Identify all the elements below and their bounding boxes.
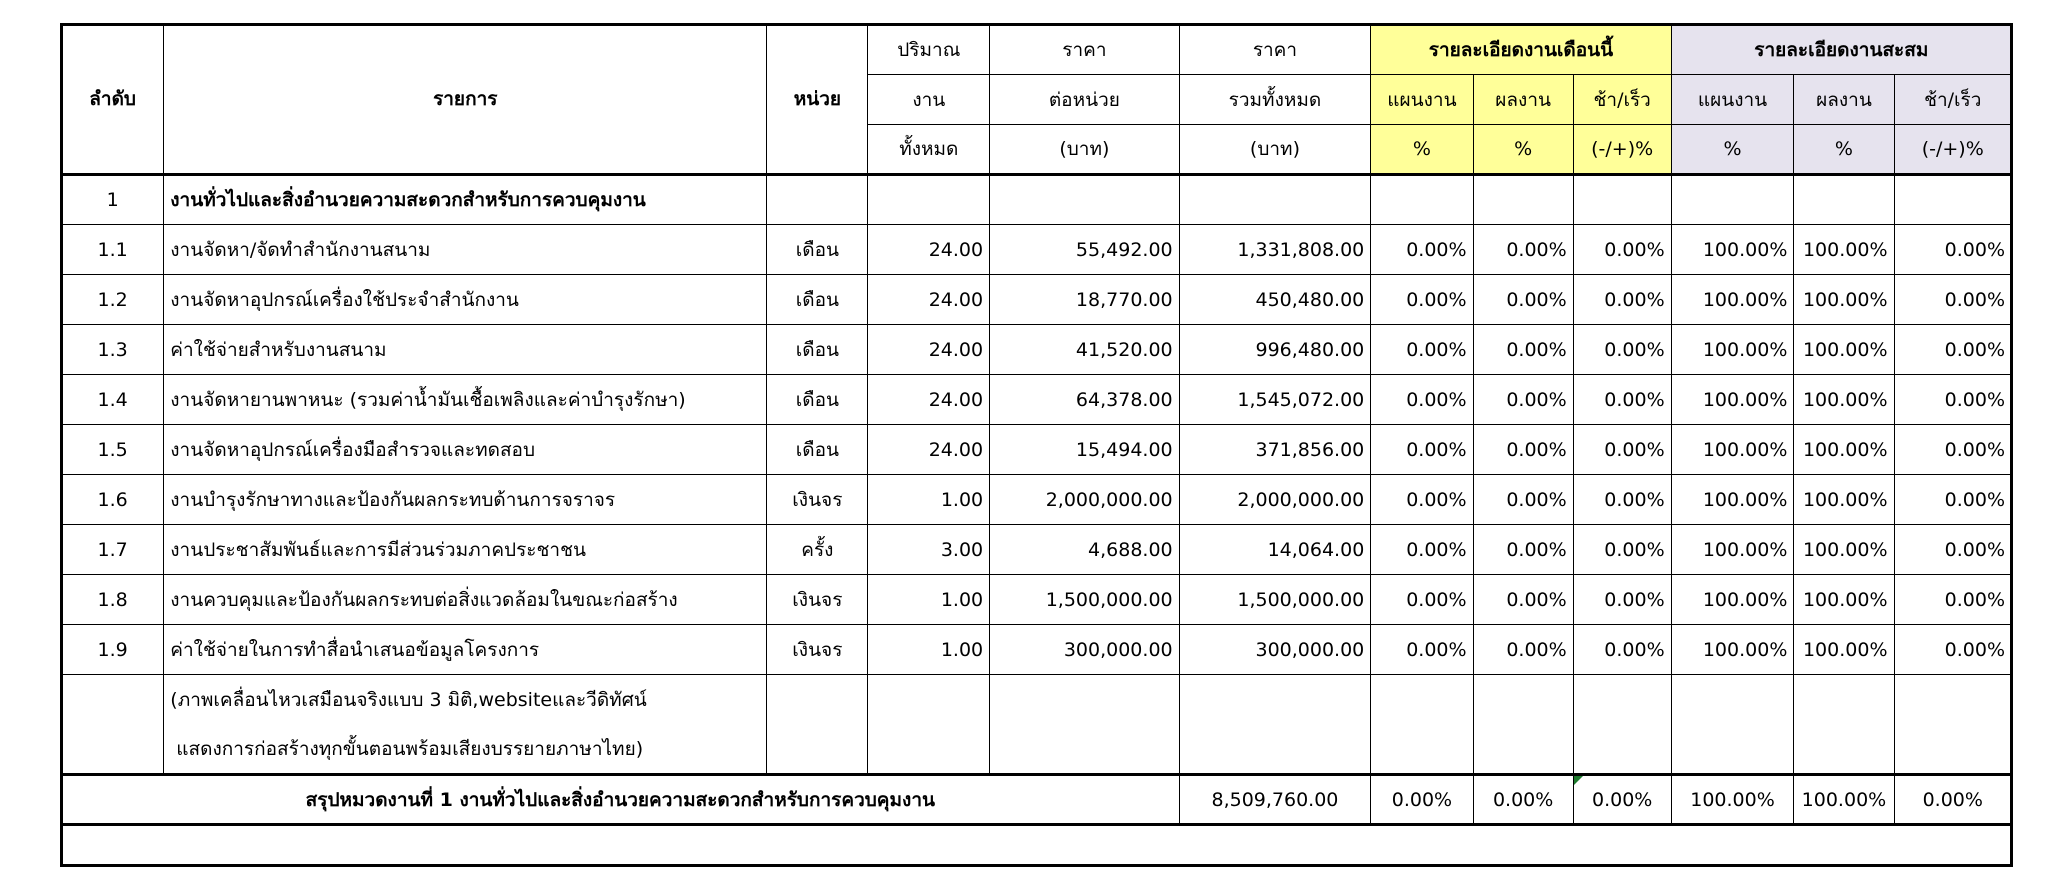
row-cell-c-plan: 100.00% bbox=[1671, 225, 1794, 275]
row-cell-total: 1,500,000.00 bbox=[1179, 575, 1371, 625]
row-cell-unit: เดือน bbox=[767, 375, 868, 425]
row-cell-c-result: 100.00% bbox=[1794, 475, 1894, 525]
row-cell-m-result: 0.00% bbox=[1473, 375, 1573, 425]
note-row-2 bbox=[62, 725, 2012, 775]
header-cum-plan: แผนงาน bbox=[1671, 75, 1794, 125]
row-cell-c-diff: 0.00% bbox=[1894, 225, 2011, 275]
empty-cell bbox=[1179, 675, 1371, 725]
empty-cell bbox=[767, 175, 868, 225]
row-cell-qty: 1.00 bbox=[868, 575, 990, 625]
row-cell-c-plan: 100.00% bbox=[1671, 475, 1794, 525]
table-row bbox=[62, 525, 2012, 575]
empty-cell bbox=[1671, 725, 1794, 775]
row-cell-item: ค่าใช้จ่ายสำหรับงานสนาม bbox=[164, 325, 767, 375]
row-cell-c-plan: 100.00% bbox=[1671, 525, 1794, 575]
row-cell-c-diff: 0.00% bbox=[1894, 275, 2011, 325]
row-cell-total: 1,331,808.00 bbox=[1179, 225, 1371, 275]
row-cell-qty: 24.00 bbox=[868, 325, 990, 375]
header-cumulative: รายละเอียดงานสะสม bbox=[1671, 25, 2011, 75]
row-cell-item: งานประชาสัมพันธ์และการมีส่วนร่วมภาคประชาชน bbox=[164, 525, 767, 575]
summary-month-result: 0.00% bbox=[1473, 775, 1573, 825]
summary-cum-plan: 100.00% bbox=[1671, 775, 1794, 825]
row-cell-no: 1.3 bbox=[62, 325, 164, 375]
empty-cell bbox=[62, 675, 164, 725]
row-cell-item: งานจัดหาอุปกรณ์เครื่องใช้ประจำสำนักงาน bbox=[164, 275, 767, 325]
empty-cell bbox=[990, 725, 1180, 775]
row-cell-m-plan: 0.00% bbox=[1371, 225, 1473, 275]
header-qty-line2: งาน bbox=[868, 75, 990, 125]
header-total-price-line1: ราคา bbox=[1179, 25, 1371, 75]
row-cell-m-diff: 0.00% bbox=[1573, 375, 1671, 425]
table-row bbox=[62, 625, 2012, 675]
row-cell-c-plan: 100.00% bbox=[1671, 575, 1794, 625]
header-month-plan: แผนงาน bbox=[1371, 75, 1473, 125]
row-cell-m-plan: 0.00% bbox=[1371, 425, 1473, 475]
empty-cell bbox=[868, 725, 990, 775]
header-total-price-line3: (บาท) bbox=[1179, 125, 1371, 175]
row-cell-unit: เงินจร bbox=[767, 625, 868, 675]
empty-cell bbox=[1794, 675, 1894, 725]
empty-cell bbox=[1573, 675, 1671, 725]
row-cell-m-plan: 0.00% bbox=[1371, 275, 1473, 325]
row-cell-total: 300,000.00 bbox=[1179, 625, 1371, 675]
row-cell-total: 1,545,072.00 bbox=[1179, 375, 1371, 425]
row-cell-qty: 24.00 bbox=[868, 375, 990, 425]
table-row bbox=[62, 475, 2012, 525]
row-cell-no: 1.5 bbox=[62, 425, 164, 475]
row-cell-qty: 3.00 bbox=[868, 525, 990, 575]
empty-cell bbox=[1794, 175, 1894, 225]
row-cell-m-plan: 0.00% bbox=[1371, 525, 1473, 575]
empty-cell bbox=[1473, 175, 1573, 225]
row-cell-m-plan: 0.00% bbox=[1371, 575, 1473, 625]
row-cell-qty: 1.00 bbox=[868, 625, 990, 675]
table-row bbox=[62, 375, 2012, 425]
empty-cell bbox=[1573, 725, 1671, 775]
empty-cell bbox=[1573, 175, 1671, 225]
row-cell-c-result: 100.00% bbox=[1794, 525, 1894, 575]
row-cell-c-diff: 0.00% bbox=[1894, 425, 2011, 475]
header-qty-line3: ทั้งหมด bbox=[868, 125, 990, 175]
item-rows bbox=[62, 225, 2012, 675]
row-cell-unit: เดือน bbox=[767, 325, 868, 375]
empty-cell bbox=[990, 175, 1180, 225]
row-cell-m-diff: 0.00% bbox=[1573, 275, 1671, 325]
row-cell-unit: เงินจร bbox=[767, 475, 868, 525]
empty-cell bbox=[1371, 675, 1473, 725]
header-total-price-line2: รวมทั้งหมด bbox=[1179, 75, 1371, 125]
empty-cell bbox=[767, 725, 868, 775]
row-cell-total: 450,480.00 bbox=[1179, 275, 1371, 325]
summary-month-diff bbox=[1573, 775, 1671, 825]
row-cell-c-plan: 100.00% bbox=[1671, 375, 1794, 425]
row-cell-c-diff: 0.00% bbox=[1894, 525, 2011, 575]
header-row-1 bbox=[62, 25, 2012, 75]
summary-row bbox=[62, 775, 2012, 825]
row-cell-c-result: 100.00% bbox=[1794, 275, 1894, 325]
row-cell-qty: 24.00 bbox=[868, 225, 990, 275]
row-cell-unit: เดือน bbox=[767, 225, 868, 275]
row-cell-total: 371,856.00 bbox=[1179, 425, 1371, 475]
table-row bbox=[62, 425, 2012, 475]
empty-cell bbox=[1671, 675, 1794, 725]
row-cell-m-diff: 0.00% bbox=[1573, 525, 1671, 575]
empty-cell bbox=[1371, 725, 1473, 775]
row-cell-no: 1.8 bbox=[62, 575, 164, 625]
row-cell-price: 55,492.00 bbox=[990, 225, 1180, 275]
summary-month-diff-value: 0.00% bbox=[1591, 788, 1653, 811]
row-cell-total: 2,000,000.00 bbox=[1179, 475, 1371, 525]
progress-table bbox=[61, 24, 2012, 826]
empty-cell bbox=[990, 675, 1180, 725]
summary-total: 8,509,760.00 bbox=[1179, 775, 1371, 825]
row-cell-m-plan: 0.00% bbox=[1371, 375, 1473, 425]
row-cell-c-plan: 100.00% bbox=[1671, 425, 1794, 475]
row-cell-item: งานจัดหายานพาหนะ (รวมค่าน้ำมันเชื้อเพลิงและค่าบำรุงรักษา) bbox=[164, 375, 767, 425]
row-cell-price: 300,000.00 bbox=[990, 625, 1180, 675]
empty-cell bbox=[1794, 725, 1894, 775]
row-cell-c-result: 100.00% bbox=[1794, 425, 1894, 475]
row-cell-c-plan: 100.00% bbox=[1671, 325, 1794, 375]
row-cell-unit: เดือน bbox=[767, 275, 868, 325]
row-cell-m-plan: 0.00% bbox=[1371, 475, 1473, 525]
row-cell-m-result: 0.00% bbox=[1473, 625, 1573, 675]
empty-cell bbox=[62, 725, 164, 775]
row-cell-no: 1.9 bbox=[62, 625, 164, 675]
table-row bbox=[62, 225, 2012, 275]
row-cell-total: 14,064.00 bbox=[1179, 525, 1371, 575]
row-cell-m-diff: 0.00% bbox=[1573, 425, 1671, 475]
empty-cell bbox=[767, 675, 868, 725]
row-cell-c-plan: 100.00% bbox=[1671, 275, 1794, 325]
header-month-diff-pct: (-/+)% bbox=[1573, 125, 1671, 175]
row-cell-price: 1,500,000.00 bbox=[990, 575, 1180, 625]
row-cell-m-result: 0.00% bbox=[1473, 475, 1573, 525]
row-cell-price: 2,000,000.00 bbox=[990, 475, 1180, 525]
header-cum-diff: ช้า/เร็ว bbox=[1894, 75, 2011, 125]
header-cum-result-pct: % bbox=[1794, 125, 1894, 175]
row-cell-c-result: 100.00% bbox=[1794, 225, 1894, 275]
empty-cell bbox=[1894, 675, 2011, 725]
row-cell-m-diff: 0.00% bbox=[1573, 225, 1671, 275]
row-cell-no: 1.6 bbox=[62, 475, 164, 525]
row-cell-c-plan: 100.00% bbox=[1671, 625, 1794, 675]
row-cell-price: 15,494.00 bbox=[990, 425, 1180, 475]
row-cell-m-result: 0.00% bbox=[1473, 425, 1573, 475]
row-cell-c-diff: 0.00% bbox=[1894, 325, 2011, 375]
summary-cum-diff: 0.00% bbox=[1894, 775, 2011, 825]
empty-cell bbox=[1179, 725, 1371, 775]
summary-label: สรุปหมวดงานที่ 1 งานทั่วไปและสิ่งอำนวยความสะดวกสำหรับการควบคุมงาน bbox=[62, 775, 1180, 825]
row-cell-unit: เดือน bbox=[767, 425, 868, 475]
table-row bbox=[62, 325, 2012, 375]
row-cell-m-plan: 0.00% bbox=[1371, 625, 1473, 675]
empty-cell bbox=[868, 175, 990, 225]
row-cell-no: 1.7 bbox=[62, 525, 164, 575]
row-cell-item: งานบำรุงรักษาทางและป้องกันผลกระทบด้านการจราจร bbox=[164, 475, 767, 525]
row-cell-price: 18,770.00 bbox=[990, 275, 1180, 325]
row-cell-m-result: 0.00% bbox=[1473, 525, 1573, 575]
table-row bbox=[62, 575, 2012, 625]
summary-month-plan: 0.00% bbox=[1371, 775, 1473, 825]
table-row bbox=[62, 275, 2012, 325]
row-cell-c-diff: 0.00% bbox=[1894, 375, 2011, 425]
row-cell-price: 41,520.00 bbox=[990, 325, 1180, 375]
note-line-1: (ภาพเคลื่อนไหวเสมือนจริงแบบ 3 มิติ,websiteและวีดิทัศน์ bbox=[164, 675, 767, 725]
header-month-result: ผลงาน bbox=[1473, 75, 1573, 125]
row-cell-item: ค่าใช้จ่ายในการทำสื่อนำเสนอข้อมูลโครงการ bbox=[164, 625, 767, 675]
row-cell-item: งานจัดหาอุปกรณ์เครื่องมือสำรวจและทดสอบ bbox=[164, 425, 767, 475]
row-cell-c-result: 100.00% bbox=[1794, 325, 1894, 375]
row-cell-m-result: 0.00% bbox=[1473, 275, 1573, 325]
header-unit-price-line2: ต่อหน่วย bbox=[990, 75, 1180, 125]
row-cell-qty: 24.00 bbox=[868, 425, 990, 475]
header-cum-diff-pct: (-/+)% bbox=[1894, 125, 2011, 175]
empty-cell bbox=[868, 675, 990, 725]
empty-cell bbox=[1671, 175, 1794, 225]
header-order: ลำดับ bbox=[62, 25, 164, 175]
header-qty-line1: ปริมาณ bbox=[868, 25, 990, 75]
row-cell-c-result: 100.00% bbox=[1794, 625, 1894, 675]
header-month-result-pct: % bbox=[1473, 125, 1573, 175]
row-cell-price: 64,378.00 bbox=[990, 375, 1180, 425]
row-cell-qty: 24.00 bbox=[868, 275, 990, 325]
row-cell-no: 1.1 bbox=[62, 225, 164, 275]
row-cell-qty: 1.00 bbox=[868, 475, 990, 525]
header-item: รายการ bbox=[164, 25, 767, 175]
note-row-1 bbox=[62, 675, 2012, 725]
row-cell-c-result: 100.00% bbox=[1794, 375, 1894, 425]
row-cell-no: 1.4 bbox=[62, 375, 164, 425]
row-cell-c-result: 100.00% bbox=[1794, 575, 1894, 625]
row-cell-unit: ครั้ง bbox=[767, 525, 868, 575]
row-cell-price: 4,688.00 bbox=[990, 525, 1180, 575]
row-cell-m-diff: 0.00% bbox=[1573, 575, 1671, 625]
header-unit-price-line1: ราคา bbox=[990, 25, 1180, 75]
empty-cell bbox=[1894, 725, 2011, 775]
row-cell-total: 996,480.00 bbox=[1179, 325, 1371, 375]
section-row bbox=[62, 175, 2012, 225]
row-cell-m-diff: 0.00% bbox=[1573, 475, 1671, 525]
row-cell-item: งานจัดหา/จัดทำสำนักงานสนาม bbox=[164, 225, 767, 275]
row-cell-c-diff: 0.00% bbox=[1894, 475, 2011, 525]
cell-error-marker-icon bbox=[1574, 776, 1583, 785]
row-cell-m-diff: 0.00% bbox=[1573, 325, 1671, 375]
header-unit-price-line3: (บาท) bbox=[990, 125, 1180, 175]
row-cell-c-diff: 0.00% bbox=[1894, 625, 2011, 675]
header-month-plan-pct: % bbox=[1371, 125, 1473, 175]
note-line-2: แสดงการก่อสร้างทุกขั้นตอนพร้อมเสียงบรรยายภาษาไทย) bbox=[164, 725, 767, 775]
row-cell-c-diff: 0.00% bbox=[1894, 575, 2011, 625]
row-cell-no: 1.2 bbox=[62, 275, 164, 325]
empty-cell bbox=[1179, 175, 1371, 225]
header-cum-result: ผลงาน bbox=[1794, 75, 1894, 125]
section-no: 1 bbox=[62, 175, 164, 225]
row-cell-item: งานควบคุมและป้องกันผลกระทบต่อสิ่งแวดล้อมในขณะก่อสร้าง bbox=[164, 575, 767, 625]
summary-cum-result: 100.00% bbox=[1794, 775, 1894, 825]
empty-cell bbox=[1473, 725, 1573, 775]
row-cell-m-result: 0.00% bbox=[1473, 575, 1573, 625]
row-cell-unit: เงินจร bbox=[767, 575, 868, 625]
section-title: งานทั่วไปและสิ่งอำนวยความสะดวกสำหรับการควบคุมงาน bbox=[164, 175, 767, 225]
row-cell-m-result: 0.00% bbox=[1473, 225, 1573, 275]
header-this-month: รายละเอียดงานเดือนนี้ bbox=[1371, 25, 1671, 75]
empty-cell bbox=[1371, 175, 1473, 225]
row-cell-m-plan: 0.00% bbox=[1371, 325, 1473, 375]
header-unit: หน่วย bbox=[767, 25, 868, 175]
header-month-diff: ช้า/เร็ว bbox=[1573, 75, 1671, 125]
row-cell-m-diff: 0.00% bbox=[1573, 625, 1671, 675]
header-cum-plan-pct: % bbox=[1671, 125, 1794, 175]
row-cell-m-result: 0.00% bbox=[1473, 325, 1573, 375]
empty-cell bbox=[1473, 675, 1573, 725]
empty-cell bbox=[1894, 175, 2011, 225]
